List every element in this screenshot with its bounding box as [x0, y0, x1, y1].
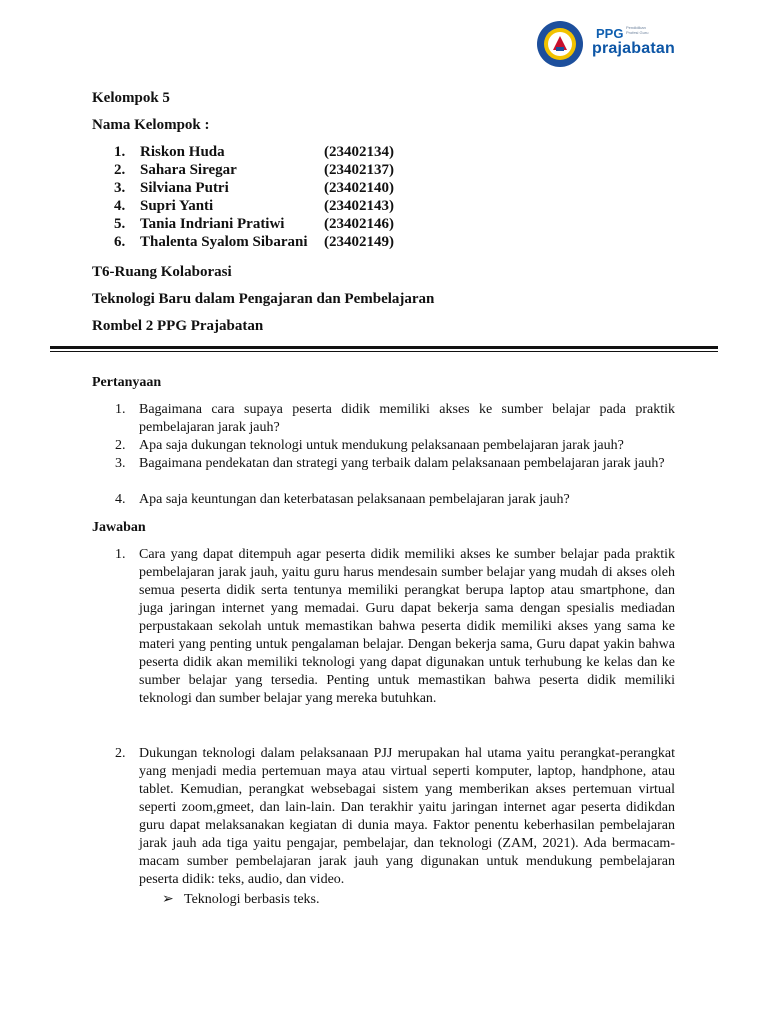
member-row [114, 197, 394, 215]
member-number: 1. [114, 144, 126, 160]
question-item [115, 437, 675, 455]
member-row [114, 161, 394, 179]
member-id: (23402137) [324, 162, 394, 178]
ppg-logo-subtitle: Pendidikan Profesi Guru [626, 25, 649, 35]
ppg-logo-text: PPG [596, 26, 624, 41]
question-text: Bagaimana cara supaya peserta didik memiliki akses ke sumber belajar pada praktik pembelajaran jarak jauh? [139, 402, 675, 435]
answer-number: 1. [115, 547, 126, 562]
answers-heading: Jawaban [92, 520, 146, 535]
question-item [115, 401, 675, 437]
member-row [114, 215, 394, 233]
header-divider-thin [50, 351, 718, 352]
member-name: Thalenta Syalom Sibarani [140, 234, 308, 250]
member-name: Tania Indriani Pratiwi [140, 216, 285, 232]
member-name: Supri Yanti [140, 198, 214, 214]
group-name-label: Nama Kelompok : [92, 117, 210, 133]
member-row [114, 179, 394, 197]
answer-item [115, 546, 675, 726]
member-id: (23402134) [324, 144, 394, 160]
arrow-bullet-icon: ➢ [162, 892, 174, 907]
member-name: Sahara Siregar [140, 162, 237, 178]
member-row [114, 143, 394, 161]
bullet-text: Teknologi berbasis teks. [184, 892, 320, 907]
topic-title: T6-Ruang Kolaborasi [92, 264, 232, 280]
header-divider-thick [50, 346, 718, 349]
prajabatan-logo-text: prajabatan [592, 40, 675, 57]
question-item [115, 491, 675, 509]
question-item [115, 455, 675, 491]
member-row [114, 233, 394, 251]
member-id: (23402143) [324, 198, 394, 214]
member-number: 6. [114, 234, 126, 250]
group-number: Kelompok 5 [92, 90, 170, 106]
class-title: Rombel 2 PPG Prajabatan [92, 318, 264, 334]
answer-text: Cara yang dapat ditempuh agar peserta didik memiliki akses ke sumber belajar pada praktik pembelajaran jarak jauh, yaitu guru harus mendesain sumber belajar yang mudah di akses oleh semua peserta didik serta tentunya memiliki perangkat berupa laptop atau smartphone, dan juga jaringan internet yang memadai. Guru dapat bekerja sama dengan spesialis mediadan perpustakaan sekolah untuk memastikan bahwa peserta didik memiliki akses yang sama ke materi yang penting untuk pengalaman belajar. Dengan bekerja sama, Guru dapat yakin bahwa peserta didik akan memiliki teknologi yang dapat digunakan untuk terhubung ke kelas dan ke sumber belajar yang tersedia. Penting untuk memastikan bahwa peserta didik memiliki teknologi dan sumber belajar yang mereka butuhkan. [139, 547, 675, 706]
member-id: (23402146) [324, 216, 394, 232]
member-name: Riskon Huda [140, 144, 225, 160]
course-title: Teknologi Baru dalam Pengajaran dan Pembelajaran [92, 291, 435, 307]
member-id: (23402149) [324, 234, 394, 250]
answer-text: Dukungan teknologi dalam pelaksanaan PJJ merupakan hal utama yaitu perangkat-perangkat yang menjadi media pertemuan maya atau virtual seperti komputer, laptop, handphone, atau tablet. Kemudian, perangkat websebagai sistem yang memberikan akses pertemuan virtual seperti zoom,gmeet, dan lain-lain. Dan terakhir yaitu jaringan internet agar peserta didikdan guru dapat melaksanakan kegiatan di dunia maya. Faktor penentu keberhasilan pembelajaran jarak jauh ada tiga yaitu pengajar, pembelajar, dan teknologi (ZAM, 2021). Ada bermacam-macam sumber pembelajaran jarak jauh yang digunakan untuk mendukung pembelajaran peserta didik: teks, audio, dan video. [139, 746, 675, 887]
member-number: 3. [114, 180, 126, 196]
member-number: 5. [114, 216, 126, 232]
question-text: Bagaimana pendekatan dan strategi yang terbaik dalam pelaksanaan pembelajaran jarak jauh? [139, 456, 665, 471]
answer-item [115, 745, 675, 889]
member-number: 2. [114, 162, 126, 178]
questions-heading: Pertanyaan [92, 375, 162, 390]
member-number: 4. [114, 198, 126, 214]
question-text: Apa saja dukungan teknologi untuk mendukung pelaksanaan pembelajaran jarak jauh? [139, 438, 624, 453]
question-text: Apa saja keuntungan dan keterbatasan pelaksanaan pembelajaran jarak jauh? [139, 492, 570, 507]
question-number: 1. [115, 402, 126, 417]
answer-number: 2. [115, 746, 126, 761]
question-number: 2. [115, 438, 126, 453]
question-number: 4. [115, 492, 126, 507]
question-number: 3. [115, 456, 126, 471]
unp-seal-icon [536, 20, 584, 68]
bullet-item [162, 891, 320, 909]
member-name: Silviana Putri [140, 180, 229, 196]
member-id: (23402140) [324, 180, 394, 196]
header-logos [530, 18, 700, 70]
